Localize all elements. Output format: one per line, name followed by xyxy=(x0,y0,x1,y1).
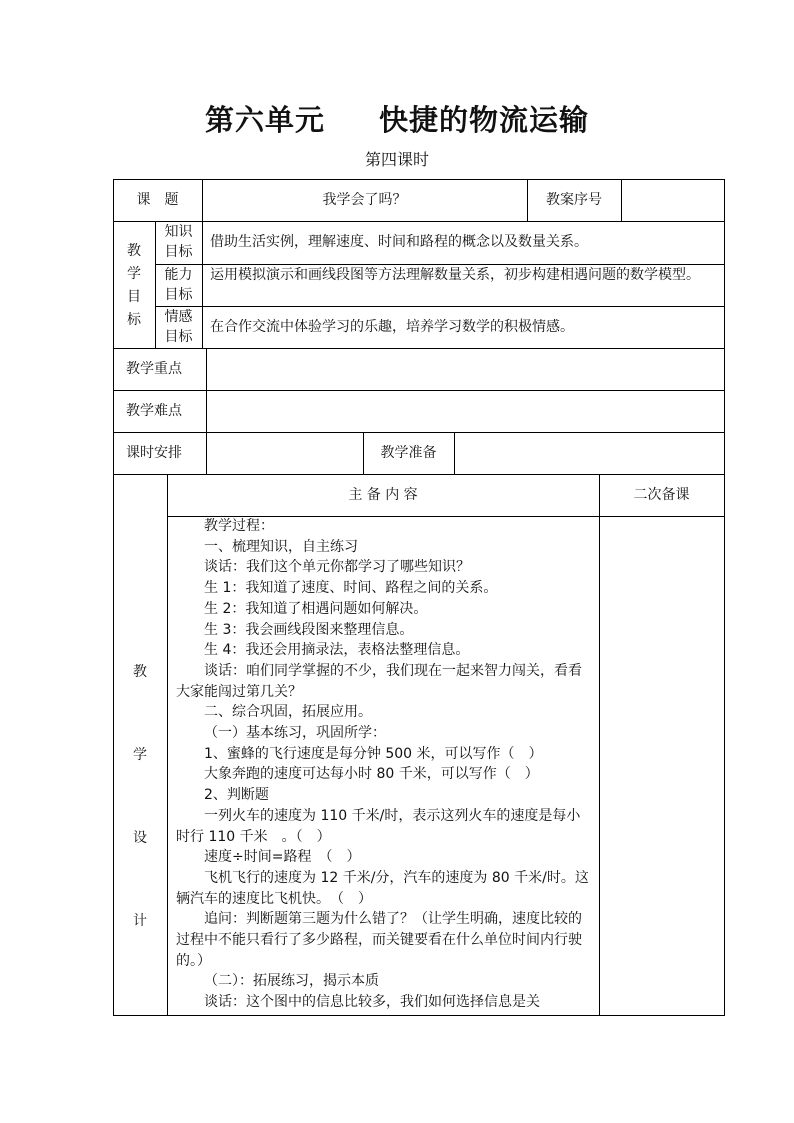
text-line: 生 1：我知道了速度、时间、路程之间的关系。 xyxy=(204,580,498,597)
prep-label: 教学准备 xyxy=(380,445,437,461)
second-prep-header: 二次备课 xyxy=(633,487,690,503)
text-line: （一）基本练习，巩固所学： xyxy=(204,725,386,742)
page-subtitle: 第四课时 xyxy=(364,150,429,169)
text-line: 飞机飞行的速度为 12 千米/分，汽车的速度为 80 千米/时。这辆汽车的速度比飞机快。 （ ） xyxy=(176,869,589,907)
lesson-process-text xyxy=(176,516,594,1013)
text-line: 生 4：我还会用摘录法，表格法整理信息。 xyxy=(204,642,470,659)
text-line: 大象奔跑的速度可达每小时 80 千米，可以写作（ ） xyxy=(204,766,539,783)
text-line: 追问：判断题第三题为什么错了？（让学生明确，速度比较的过程中不能只看行了多少路程，而关键要看在什么单位时间内行驶的。） xyxy=(176,911,582,969)
serial-label: 教案序号 xyxy=(546,192,602,208)
text-line: 2、判断题 xyxy=(204,787,269,804)
text-line: 谈话：这个图中的信息比较多，我们如何选择信息是关 xyxy=(204,994,540,1011)
text-line: 谈话：咱们同学掌握的不少，我们现在一起来智力闯关，看看大家能闯过第几关？ xyxy=(176,662,582,700)
topic-value: 我学会了吗？ xyxy=(322,192,407,208)
text-line: 教学过程： xyxy=(204,518,274,534)
ability-goal-text: 运用模拟演示和画线段图等方法理解数量关系，初步构建相遇问题的数学模型。 xyxy=(210,267,700,283)
design-side-char-1: 教 xyxy=(133,664,147,680)
design-side-char-2: 学 xyxy=(133,747,147,763)
emotion-goal-text: 在合作交流中体验学习的乐趣，培养学习数学的积极情感。 xyxy=(210,319,574,335)
knowledge-goal-text: 借助生活实例，理解速度、时间和路程的概念以及数量关系。 xyxy=(210,234,588,250)
knowledge-goal-label: 知识 目标 xyxy=(164,224,193,260)
main-content-header: 主 备 内 容 xyxy=(348,487,418,503)
text-line: 一列火车的速度为 110 千米/时，表示这列火车的速度是每小时行 110 千米 。（ ） xyxy=(176,807,581,845)
difficult-points-label: 教学难点 xyxy=(126,403,182,419)
text-line: 1、蜜蜂的飞行速度是每分钟 500 米，可以写作（ ） xyxy=(204,745,543,762)
text-line: 二、综合巩固，拓展应用。 xyxy=(204,704,372,721)
emotion-goal-label: 情感 目标 xyxy=(164,309,193,345)
design-side-char-4: 计 xyxy=(133,913,147,929)
page-title: 第六单元 快捷的物流运输 xyxy=(204,103,590,137)
text-line: 一、梳理知识，自主练习 xyxy=(204,538,358,555)
schedule-label: 课时安排 xyxy=(126,445,182,461)
text-line: 速度÷时间=路程 （ ） xyxy=(204,849,361,866)
key-points-label: 教学重点 xyxy=(126,361,182,377)
goals-side-label: 教 学 目 标 xyxy=(127,243,141,328)
text-line: 谈话：我们这个单元你都学习了哪些知识？ xyxy=(204,559,470,576)
text-line: （二）：拓展练习，揭示本质 xyxy=(204,973,379,990)
text-line: 生 3：我会画线段图来整理信息。 xyxy=(204,621,414,638)
ability-goal-label: 能力 目标 xyxy=(164,267,193,303)
text-line: 生 2：我知道了相遇问题如何解决。 xyxy=(204,600,428,617)
design-side-char-3: 设 xyxy=(133,830,147,846)
topic-label: 课 题 xyxy=(136,192,179,208)
